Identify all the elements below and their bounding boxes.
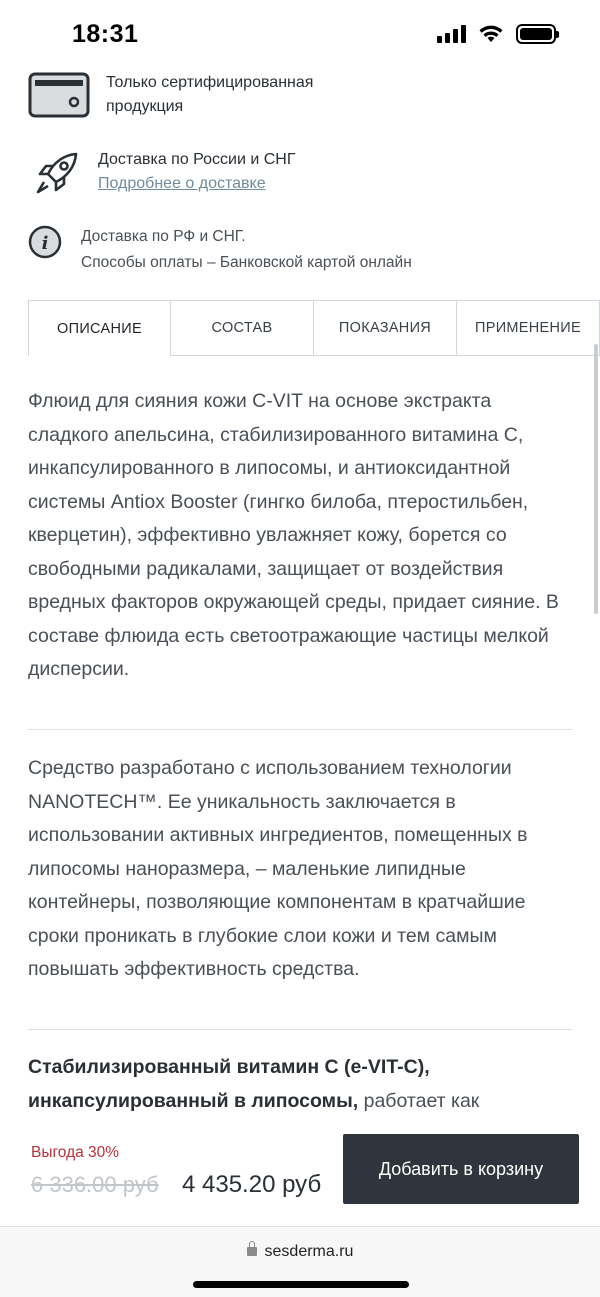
svg-text:i: i (41, 233, 49, 254)
tab-description[interactable]: ОПИСАНИЕ (28, 300, 171, 356)
payment-text (81, 224, 412, 276)
delivery-details-link[interactable]: Подробнее о доставке (98, 175, 266, 192)
delivery-text (98, 148, 296, 196)
status-time: 18:31 (72, 20, 139, 48)
rocket-icon (34, 150, 80, 196)
wifi-icon (478, 24, 504, 44)
tab-usage[interactable]: ПРИМЕНЕНИЕ (457, 300, 600, 356)
info-icon (28, 225, 62, 259)
description-paragraph-2: Средство разработано с использованием технологии NANOTECH™. Ее уникальность заключается в использовании активных ингредиентов, помещенных в липосомы наноразмера, – маленькие липидные контейнеры, позволяющие компонентам в кратчайшие сроки проникать в глубокие слои кожи и тем самым повышать эффективность средства. (28, 757, 528, 980)
status-bar (0, 0, 600, 72)
divider (28, 1029, 572, 1030)
certified-info (28, 72, 366, 119)
vitamin-c-heading: Стабилизированный витамин С (e-VIT-C), инкапсулированный в липосомы, (28, 1056, 430, 1112)
purchase-bar (0, 1118, 600, 1226)
delivery-note: Доставка по РФ и СНГ. (81, 228, 246, 245)
payment-info (28, 224, 412, 276)
tab-composition[interactable]: СОСТАВ (171, 300, 314, 356)
discount-label: Выгода 30% (31, 1144, 120, 1161)
new-price: 4 435.20 руб (182, 1171, 322, 1198)
browser-url-bar (0, 1226, 600, 1297)
lock-icon (247, 1247, 257, 1256)
add-to-cart-button[interactable]: Добавить в корзину (343, 1134, 579, 1204)
battery-icon (516, 24, 556, 44)
home-indicator[interactable] (193, 1281, 409, 1288)
scrollbar[interactable] (594, 344, 598, 614)
status-icons (437, 24, 556, 44)
cellular-signal-icon (437, 25, 466, 43)
payment-note: Способы оплаты – Банковской картой онлайн (81, 254, 412, 271)
card-icon (28, 72, 90, 118)
paragraph-3-text: работает как (358, 1089, 480, 1112)
divider (28, 729, 572, 730)
old-price: 6 336.00 руб (31, 1172, 159, 1197)
description-paragraph-3 (28, 1051, 572, 1118)
delivery-title: Доставка по России и СНГ (98, 151, 296, 168)
address-bar[interactable] (0, 1243, 600, 1261)
certified-text: Только сертифицированная продукция (106, 74, 314, 115)
description-paragraph-1: Флюид для сияния кожи C-VIT на основе экстракта сладкого апельсина, стабилизированного витамина С, инкапсулированного в липосомы, и антиоксидантной системы Antiox Booster (гингко билоба, птеростильбен, кверцетин), эффективно увлажняет кожу, борется со свободными радикалами, защищает от воздействия вредных факторов окружающей среды, придает сияние. В составе флюида есть светоотражающие частицы мелкой дисперсии. (28, 390, 559, 680)
product-tabs (28, 300, 600, 356)
delivery-info (34, 148, 296, 196)
url-text: sesderma.ru (264, 1243, 354, 1260)
tab-indications[interactable]: ПОКАЗАНИЯ (314, 300, 457, 356)
